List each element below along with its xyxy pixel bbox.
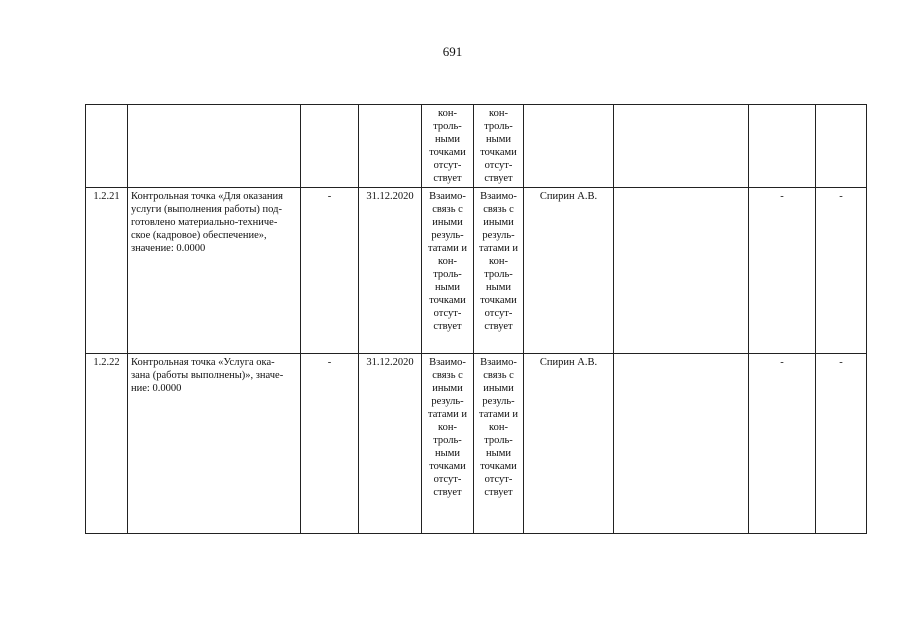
cell-line: резуль- [431, 396, 464, 407]
cell-line: кон- [489, 256, 508, 267]
relation-cell [474, 188, 524, 354]
cell-line: иными [432, 217, 463, 228]
cell-line: татами и [428, 409, 467, 420]
dash-cell [816, 188, 867, 354]
responsible-cell [524, 105, 614, 188]
cell-line: точками [480, 147, 517, 158]
cell-line: ными [435, 282, 460, 293]
cell-line: троль- [484, 435, 513, 446]
relation-cell [422, 354, 474, 534]
cell-text: - [780, 191, 784, 202]
cell-line: точками [480, 461, 517, 472]
row-number-cell [86, 188, 128, 354]
cell-text: 1.2.22 [93, 357, 120, 368]
cell-text: Спирин А.В. [539, 191, 598, 202]
table-row [86, 105, 867, 188]
cell-text: - [780, 357, 784, 368]
cell-line: связь с [483, 204, 514, 215]
cell-line: Взаимо- [429, 191, 466, 202]
relation-cell [422, 105, 474, 188]
cell-line: связь с [432, 204, 463, 215]
document-table [85, 104, 867, 534]
name-cell [128, 105, 301, 188]
cell-text: - [327, 191, 332, 202]
dash-cell [749, 105, 816, 188]
cell-line: Взаимо- [429, 357, 466, 368]
dash-cell [749, 188, 816, 354]
relation-cell [474, 105, 524, 188]
cell-line: ние: 0.0000 [131, 383, 182, 394]
date-cell [359, 354, 422, 534]
row-number-cell [86, 354, 128, 534]
dash-cell [816, 105, 867, 188]
cell-line: точками [429, 461, 466, 472]
relation-cell [474, 354, 524, 534]
cell-line: ствует [433, 321, 462, 332]
cell-text: - [327, 357, 332, 368]
cell-line: отсут- [433, 160, 462, 171]
date-cell [359, 188, 422, 354]
cell-line: ствует [433, 173, 462, 184]
cell-line: троль- [433, 269, 462, 280]
cell-line: ными [486, 134, 511, 145]
cell-line: ствует [433, 487, 462, 498]
cell-text: - [839, 191, 843, 202]
cell-line: отсут- [484, 160, 513, 171]
cell-line: кон- [489, 422, 508, 433]
cell-line: точками [480, 295, 517, 306]
cell-text: 31.12.2020 [366, 357, 414, 368]
cell-text: Спирин А.В. [539, 357, 598, 368]
responsible-cell [524, 354, 614, 534]
cell-line: резуль- [431, 230, 464, 241]
page-number: 691 [442, 44, 463, 59]
cell-line: кон- [489, 108, 508, 119]
dash-cell [816, 354, 867, 534]
dash-cell [301, 354, 359, 534]
cell-line: кон- [438, 422, 457, 433]
cell-line: ными [486, 282, 511, 293]
cell-line: Взаимо- [480, 357, 517, 368]
cell-text: 31.12.2020 [366, 191, 414, 202]
date-cell [359, 105, 422, 188]
cell-line: Взаимо- [480, 191, 517, 202]
cell-line: зана (работы выполнены)», значе- [131, 370, 284, 381]
cell-line: отсут- [484, 308, 513, 319]
cell-line: иными [483, 383, 514, 394]
name-cell [128, 188, 301, 354]
cell-line: точками [429, 147, 466, 158]
cell-line: значение: 0.0000 [131, 243, 206, 254]
cell-line: отсут- [433, 474, 462, 485]
cell-line: троль- [484, 121, 513, 132]
cell-line: ствует [484, 173, 513, 184]
cell-line: татами и [428, 243, 467, 254]
cell-line: иными [483, 217, 514, 228]
cell-line: ствует [484, 487, 513, 498]
table-body [86, 105, 867, 534]
cell-line: резуль- [482, 396, 515, 407]
responsible-cell [524, 188, 614, 354]
cell-line: резуль- [482, 230, 515, 241]
row-number-cell [86, 105, 128, 188]
cell-line: связь с [483, 370, 514, 381]
cell-line: ными [435, 134, 460, 145]
cell-line: троль- [484, 269, 513, 280]
cell-line: отсут- [484, 474, 513, 485]
table-row [86, 188, 867, 354]
dash-cell [301, 188, 359, 354]
cell-line: татами и [479, 243, 518, 254]
dash-cell [301, 105, 359, 188]
cell-line: отсут- [433, 308, 462, 319]
empty-cell [614, 105, 749, 188]
cell-line: троль- [433, 435, 462, 446]
empty-cell [614, 188, 749, 354]
cell-line: ствует [484, 321, 513, 332]
name-cell [128, 354, 301, 534]
cell-line: иными [432, 383, 463, 394]
cell-line: услуги (выполнения работы) под- [131, 204, 282, 215]
dash-cell [749, 354, 816, 534]
cell-line: ское (кадровое) обеспечение», [131, 230, 267, 241]
cell-line: ными [435, 448, 460, 459]
cell-text: 1.2.21 [93, 191, 120, 202]
cell-line: троль- [433, 121, 462, 132]
cell-line: кон- [438, 108, 457, 119]
empty-cell [614, 354, 749, 534]
cell-line: готовлено материально-техниче- [131, 217, 278, 228]
cell-text: - [839, 357, 843, 368]
relation-cell [422, 188, 474, 354]
cell-line: ными [486, 448, 511, 459]
cell-line: кон- [438, 256, 457, 267]
cell-line: Контрольная точка «Услуга ока- [131, 357, 275, 368]
cell-line: точками [429, 295, 466, 306]
cell-line: татами и [479, 409, 518, 420]
cell-line: связь с [432, 370, 463, 381]
cell-line: Контрольная точка «Для оказания [131, 191, 283, 202]
table-row [86, 354, 867, 534]
